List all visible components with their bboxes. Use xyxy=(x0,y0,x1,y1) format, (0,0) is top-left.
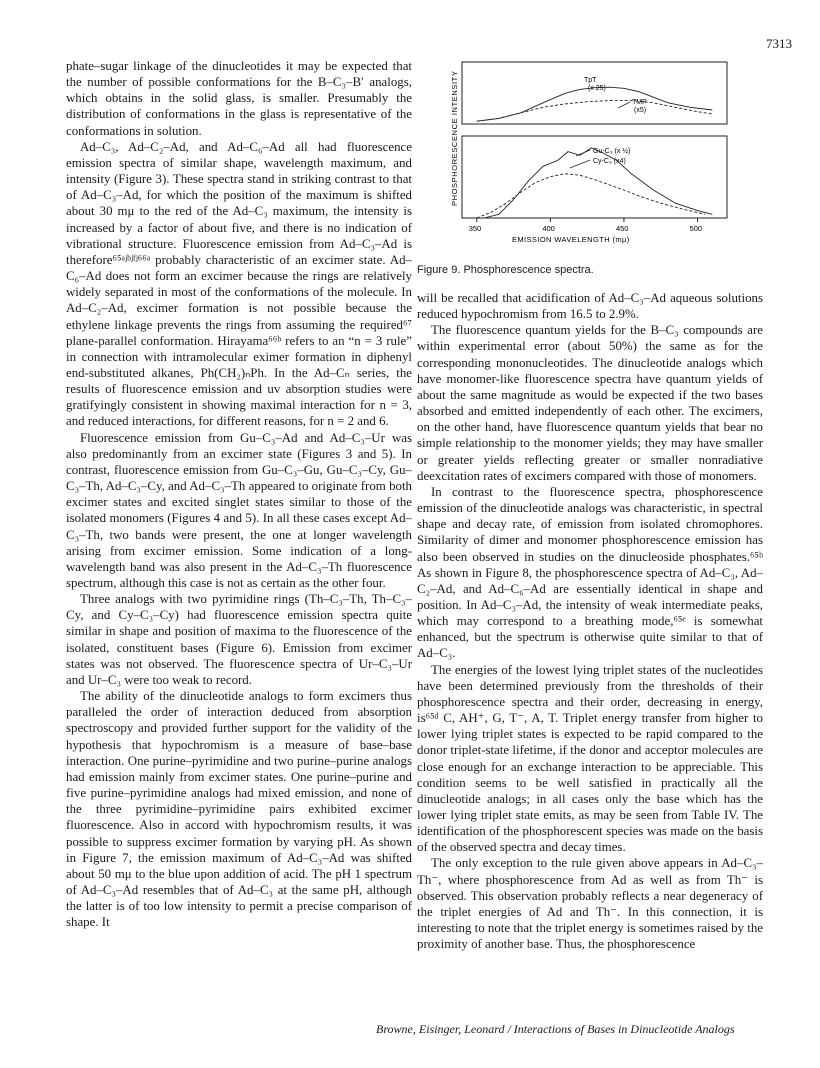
page-number: 7313 xyxy=(766,36,792,51)
x-axis-label: EMISSION WAVELENGTH (mμ) xyxy=(512,235,630,244)
series-line-0-0 xyxy=(477,87,713,121)
left-paragraph-3: Fluorescence emission from Gu–C₃–Ad and Ad–C₃–Ur was also predominantly from an excimer state (Figures 3 and 5). In contrast, fluorescence emission from Gu–C₃–Gu, Gu–C₃–Cy, Gu–C₃–Th, Ad–C₃–Cy, and Ad–C₃–Th appeared to originate from both excimer states and excited singlet states similar to those of the isolated monomers (Figures 4 and 5). In all these cases except Ad–C₃–Th, two bands were present, the one at longer wavelength arising from excimer emission. Some indication of a long-wavelength band was also present in the Ad–C₃–Th fluorescence spectrum, although this case is not as certain as the other four. xyxy=(66,430,412,590)
x-tick-label-400: 400 xyxy=(542,224,555,233)
cyc3-leader xyxy=(570,160,590,168)
left-paragraph-4: Three analogs with two pyrimidine rings (Th–C₃–Th, Th–C₃–Cy, and Cy–C₃–Cy) had fluorescence emission spectra quite similar in shape and position of maxima to the fluorescence of the isolated, constituent bases (Figure 6). Emission from excimer states was not observed. The fluorescence spectra of Ur–C₃–Ur and Ur–C₃ were too weak to record. xyxy=(66,592,412,687)
guc3-leader xyxy=(576,150,590,156)
tmp-label: TMP xyxy=(632,99,647,106)
top-panel-frame xyxy=(462,62,727,124)
x-tick-label-500: 500 xyxy=(689,224,703,233)
figure-9 xyxy=(410,56,740,256)
left-column xyxy=(66,58,412,930)
left-paragraph-5: The ability of the dinucleotide analogs to form excimers thus paralleled the order of interaction deduced from absorption spectroscopy and provided further support for the validity of the hypothesis that hypochromism is a measure of base–base interaction. One purine–pyrimidine and two purine–purine analogs had emission mainly from excimer states. One purine–purine and five purine–pyrimidine analogs had mixed emission, and none of the three pyrimidine–pyrimidine pairs exhibited excimer fluorescence. Also in accord with hypochromism results, it was possible to suppress excimer formation by varying pH. As shown in Figure 7, the emission maximum of Ad–C₃–Ad was shifted about 50 mμ to the blue upon addition of acid. The pH 1 spectrum of Ad–C₃–Ad resembles that of Ad–C₃ at the same pH, although the latter is of too low intensity to permit a precise comparison of shape. It xyxy=(66,689,412,930)
x-tick-label-450: 450 xyxy=(615,224,629,233)
tpt-scale-label: (x 25) xyxy=(588,85,606,92)
tmp-scale-label: (x5) xyxy=(634,107,647,114)
tmp-leader xyxy=(618,102,630,108)
series-line-0-1 xyxy=(477,101,713,122)
left-paragraph-2: Ad–C₃, Ad–C₂–Ad, and Ad–C₆–Ad all had fluorescence emission spectra of similar shape, wavelength maximum, and intensity (Figure 3). These spectra stand in striking contrast to that of Ad–C₃–Ad, for which the position of the maximum is shifted about 30 mμ to the red of the Ad–C₃ maximum, the intensity is increased by a factor of about five, and there is no indication of vibrational structure. Fluorescence emission from Ad–C₃–Ad is therefore⁶⁵ᵃʲᵇʲᶠʲ⁶⁶ᵃ probably characteristic of an excimer state. Ad–C₆–Ad does not form an excimer because the rings are relatively widely separated in most of the conformations of the molecule. In Ad–C₂–Ad, excimer formation is not possible because the ethylene linkage prevents the rings from assuming the required⁶⁷ plane-parallel conformation. Hirayama⁶⁶ᵇ refers to an “n = 3 rule” in connection with intramolecular eximer formation in diphenyl end-substituted alkanes, Ph(CH₂)ₙPh. In the Ad–Cₙ series, the results of fluorescence emission and uv absorption studies were gratifyingly consistent in showing maximal interaction for n = 3, and reduced interactions, for different reasons, for n = 2 and 6. xyxy=(66,139,412,429)
series-line-1-1 xyxy=(477,174,705,218)
tpt-label: TpT xyxy=(584,77,597,84)
right-paragraph-4: The energies of the lowest lying triplet states of the nucleotides have been determined previously from the thresholds of their phosphorescence spectra and their order, decreasing in energy, is⁶⁵ᵈ C, AH⁺, G, T⁻, A, T. Triplet energy transfer from higher to lower lying triplet states is expected to be rapid compared to the donor triplet-state lifetime, if the donor and acceptor molecules are close enough for an exchange interaction to be appreciable. This condition seems to be well satisfied in practically all the dinucleotide analogs; in all cases only the base which has the lower lying triplet state emits, as may be seen from Table IV. The identification of the phosphorescent species was made on the basis of the observed spectra and decay times. xyxy=(417,662,763,855)
phosphorescence-chart xyxy=(410,56,740,256)
right-column xyxy=(417,290,763,952)
guc3-label: Gu-C₃ (x ½) xyxy=(593,148,631,155)
y-axis-label: PHOSPHORESCENCE INTENSITY xyxy=(450,70,459,206)
running-footer: Browne, Eisinger, Leonard / Interactions of Bases in Dinucleotide Analogs xyxy=(376,1022,735,1036)
cyc3-label: Cy-C₃ (x4) xyxy=(593,158,626,165)
left-paragraph-1: phate–sugar linkage of the dinucleotides it may be expected that the number of possible conformations for the B–C₃–B′ analogs, which obtains in the solid glass, is smaller. Presumably the distribution of conformations in the glass is representative of the conformations in solution. xyxy=(66,59,412,138)
right-paragraph-2: The fluorescence quantum yields for the B–C₃ compounds are within experimental error (about 50%) the same as for the corresponding mononucleotides. The dinucleotide analogs which have monomer-like fluorescence spectra have quantum yields of about the same magnitude as would be expected if the two bases absorbed and emitted independently of each other. The excimers, on the other hand, have fluorescence quantum yields that bear no simple relationship to the monomer yields; they may have smaller or greater yields reflecting greater or smaller nonradiative deexcitation rates of excimers compared with those of monomers. xyxy=(417,323,763,483)
figure-caption: Figure 9. Phosphorescence spectra. xyxy=(417,264,594,276)
right-paragraph-3: In contrast to the fluorescence spectra, phosphorescence emission of the dinucleotide analogs was characteristic, in spectral shape and decay rate, of emission from isolated chromophores. Similarity of dimer and monomer phosphorescence emission has also been observed in studies on the dinucleoside phosphates.⁶⁵ᵇ As shown in Figure 8, the phosphorescence spectra of Ad–C₃, Ad–C₂–Ad, and Ad–C₆–Ad are essentially identical in shape and position. In Ad–C₃–Ad, the intensity of weak intermediate peaks, which may correspond to a breathing mode,⁶⁵ᵉ is somewhat enhanced, but the spectrum is otherwise quite similar to that of Ad–C₃. xyxy=(417,484,763,661)
right-paragraph-5: The only exception to the rule given above appears in Ad–C₃–Th⁻, where phosphorescence from Ad as well as from Th⁻ is observed. This observation probably reflects a near degeneracy of the triplet energies of Ad and Th⁻. In this connection, it is interesting to note that the triplet energy is sometimes raised by the proximity of another base. Thus, the phosphorescence xyxy=(417,856,763,952)
x-tick-label-350: 350 xyxy=(468,224,482,233)
right-paragraph-1: will be recalled that acidification of Ad–C₃–Ad aqueous solutions reduced hypochromism from 16.5 to 2.9%. xyxy=(417,291,763,322)
